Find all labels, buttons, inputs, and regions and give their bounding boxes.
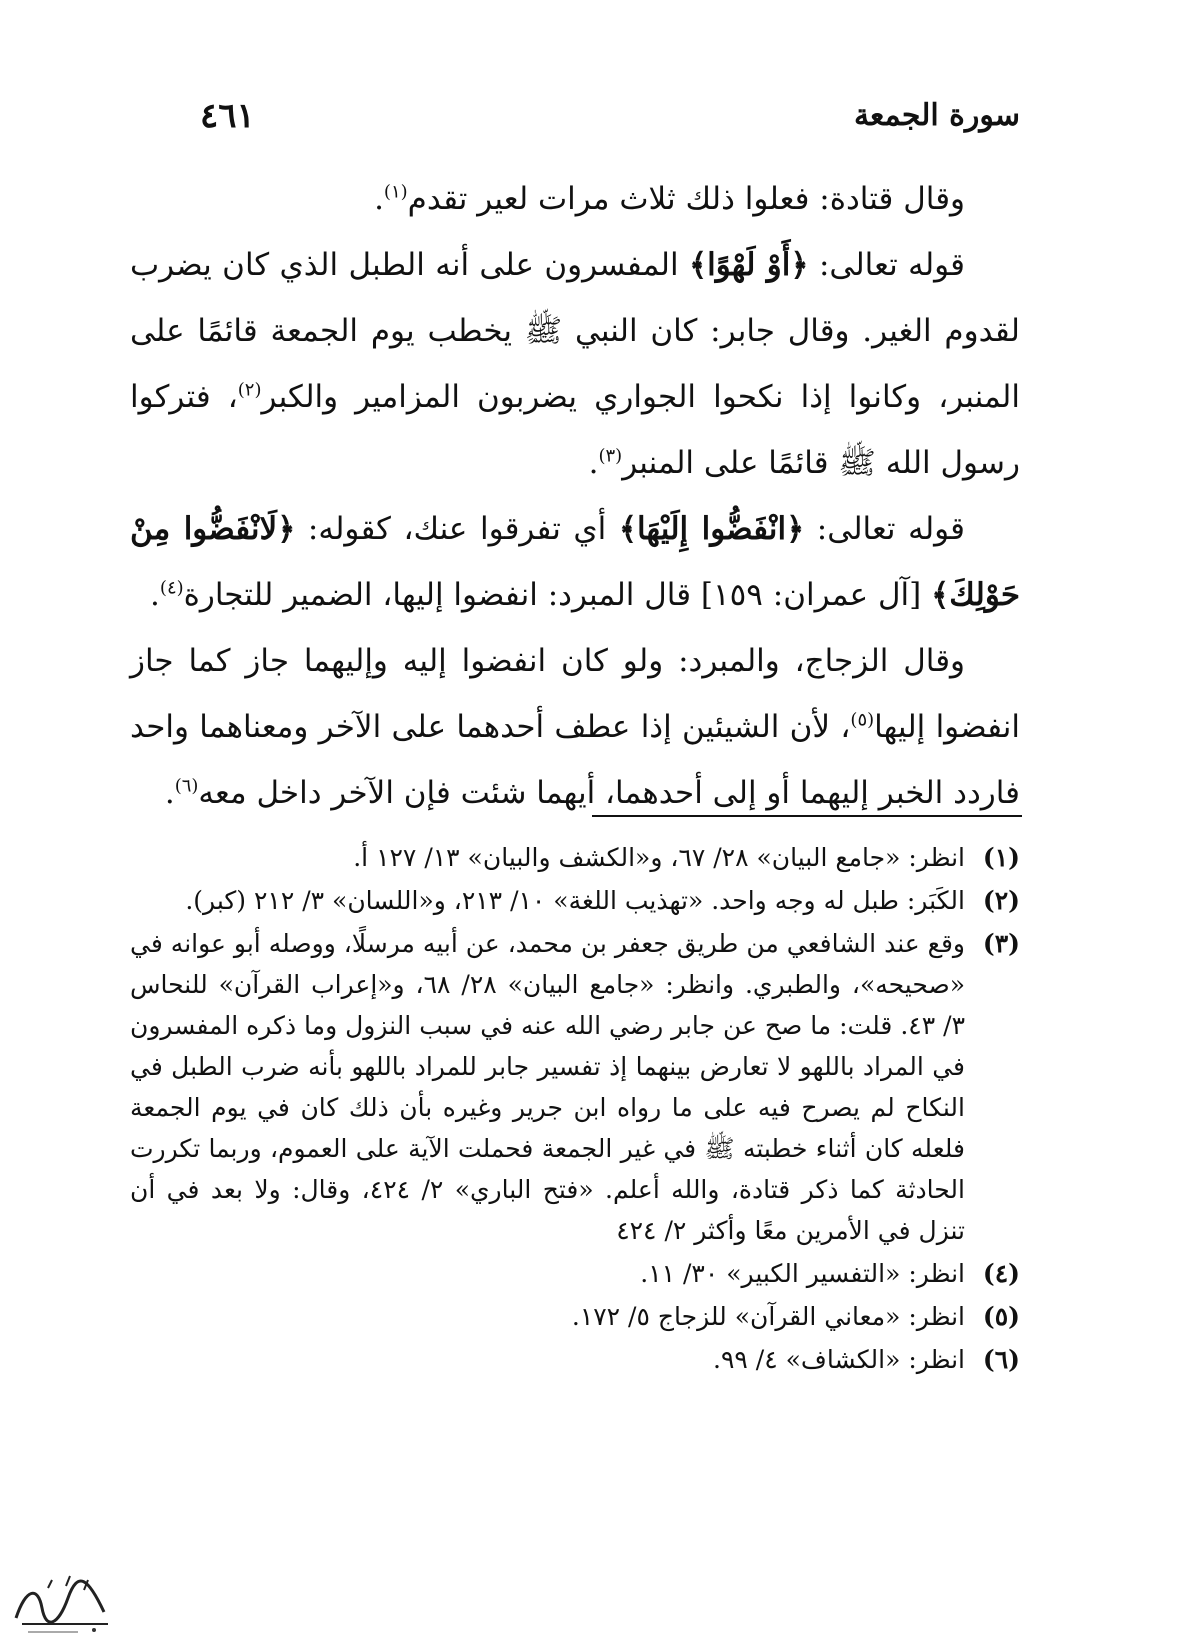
paragraph-4-text-b: ، لأن الشيئين إذا عطف أحدهما على الآخر ومعناهما واحد فاردد الخبر إليهما أو إلى أحدهما، أيهما شئت فإن الآخر داخل معه	[130, 709, 1020, 811]
footnote-divider	[592, 815, 1022, 817]
paragraph-3-text-b: [آل عمران: ١٥٩] قال المبرد: انفضوا إليها، الضمير للتجارة	[183, 577, 932, 613]
quran-close-bracket: ﴾	[931, 577, 950, 613]
quran-open-bracket: ﴿	[277, 511, 296, 547]
paragraph-1-text: وقال قتادة: فعلوا ذلك ثلاث مرات لعير تقدم	[407, 181, 965, 217]
paragraph-4-end: .	[164, 775, 175, 811]
paragraph-3	[130, 496, 1020, 628]
page-header	[200, 96, 1020, 146]
footnote-number: (٣)	[982, 929, 1020, 958]
paragraph-3-lead: قوله تعالى:	[804, 511, 965, 547]
footnote-text: انظر: «التفسير الكبير» ٣٠/ ١١.	[640, 1259, 965, 1288]
calligraphy-stamp-icon	[8, 1568, 118, 1640]
footnote-ref-6: (٦)	[174, 775, 199, 797]
quran-quote: لَانْفَضُّوا مِنْ حَوْلِكَ	[130, 511, 1020, 613]
footnote-1	[130, 837, 1020, 878]
paragraph-2-text-b: ، فتركوا رسول الله ﷺ قائمًا على المنبر	[130, 379, 1020, 481]
paragraph-4	[130, 628, 1020, 826]
quran-quote: انْفَضُّوا إِلَيْهَا	[636, 511, 787, 547]
footnote-6	[130, 1339, 1020, 1380]
quran-close-bracket: ﴾	[618, 511, 637, 547]
quran-open-bracket: ﴿	[790, 247, 809, 283]
quran-close-bracket: ﴾	[688, 247, 708, 283]
quran-quote: أَوْ لَهْوًا	[707, 247, 791, 283]
paragraph-1	[130, 166, 1020, 232]
footnote-ref-4: (٤)	[159, 577, 184, 599]
footnote-ref-1: (١)	[383, 181, 408, 203]
footnote-number: (٢)	[982, 886, 1020, 915]
footnote-text: وقع عند الشافعي من طريق جعفر بن محمد، عن أبيه مرسلًا، ووصله أبو عوانه في «صحيحه»، والطبري. وانظر: «جامع البيان» ٢٨/ ٦٨، و«إعراب القرآن» للنحاس ٣/ ٤٣. قلت: ما صح عن جابر رضي الله عنه في سبب النزول وما ذكره المفسرون في المراد باللهو لا تعارض بينهما إذ تفسير جابر للمراد باللهو بأنه ضرب الطبل في النكاح لم يصرح فيه على ما رواه ابن جرير وغيره بأن ذلك كان في يوم الجمعة فلعله كان أثناء خطبته ﷺ في غير الجمعة فحملت الآية على العموم، وربما تكررت الحادثة كما ذكر قتادة، والله أعلم. «فتح الباري» ٢/ ٤٢٤، وقال: ولا بعد في أن تنزل في الأمرين معًا وأكثر ٢/ ٤٢٤	[130, 929, 966, 1245]
footnote-number: (٤)	[982, 1259, 1020, 1288]
footnote-ref-5: (٥)	[850, 709, 875, 731]
main-text	[130, 166, 1020, 826]
paragraph-2-text-a: المفسرون على أنه الطبل الذي كان يضرب لقدوم الغير. وقال جابر: كان النبي ﷺ يخطب يوم الجمعة قائمًا على المنبر، وكانوا إذا نكحوا الجواري يضربون المزامير والكبر	[130, 247, 1020, 415]
paragraph-3-text-a: أي تفرقوا عنك، كقوله:	[295, 511, 619, 547]
paragraph-2	[130, 232, 1020, 496]
footnote-number: (٦)	[982, 1345, 1020, 1374]
footnotes	[130, 837, 1020, 1382]
footnote-5	[130, 1296, 1020, 1337]
footnote-4	[130, 1253, 1020, 1294]
footnote-text: انظر: «جامع البيان» ٢٨/ ٦٧، و«الكشف والبيان» ١٣/ ١٢٧ أ.	[353, 843, 965, 872]
footnote-number: (٥)	[982, 1302, 1020, 1331]
running-title: سورة الجمعة	[853, 98, 1020, 133]
footnote-text: انظر: «معاني القرآن» للزجاج ٥/ ١٧٢.	[571, 1302, 965, 1331]
footnote-3	[130, 923, 1020, 1251]
quran-open-bracket: ﴿	[786, 511, 805, 547]
footnote-2	[130, 880, 1020, 921]
paragraph-2-lead: قوله تعالى:	[808, 247, 965, 283]
paragraph-3-end: .	[150, 577, 160, 613]
paragraph-1-end: .	[374, 181, 384, 217]
library-stamp-logo	[8, 1568, 118, 1640]
footnote-ref-3: (٣)	[598, 445, 623, 467]
footnote-text: الكَبَر: طبل له وجه واحد. «تهذيب اللغة» ١٠/ ٢١٣، و«اللسان» ٣/ ٢١٢ (كبر).	[185, 886, 965, 915]
footnote-number: (١)	[982, 843, 1020, 872]
paragraph-4-text-a: وقال الزجاج، والمبرد: ولو كان انفضوا إليه وإليهما جاز كما جاز انفضوا إليها	[130, 643, 1021, 745]
paragraph-2-end: .	[588, 445, 599, 481]
footnote-text: انظر: «الكشاف» ٤/ ٩٩.	[713, 1345, 965, 1374]
page-number: ٤٦١	[200, 96, 255, 136]
footnote-ref-2: (٢)	[237, 379, 262, 401]
